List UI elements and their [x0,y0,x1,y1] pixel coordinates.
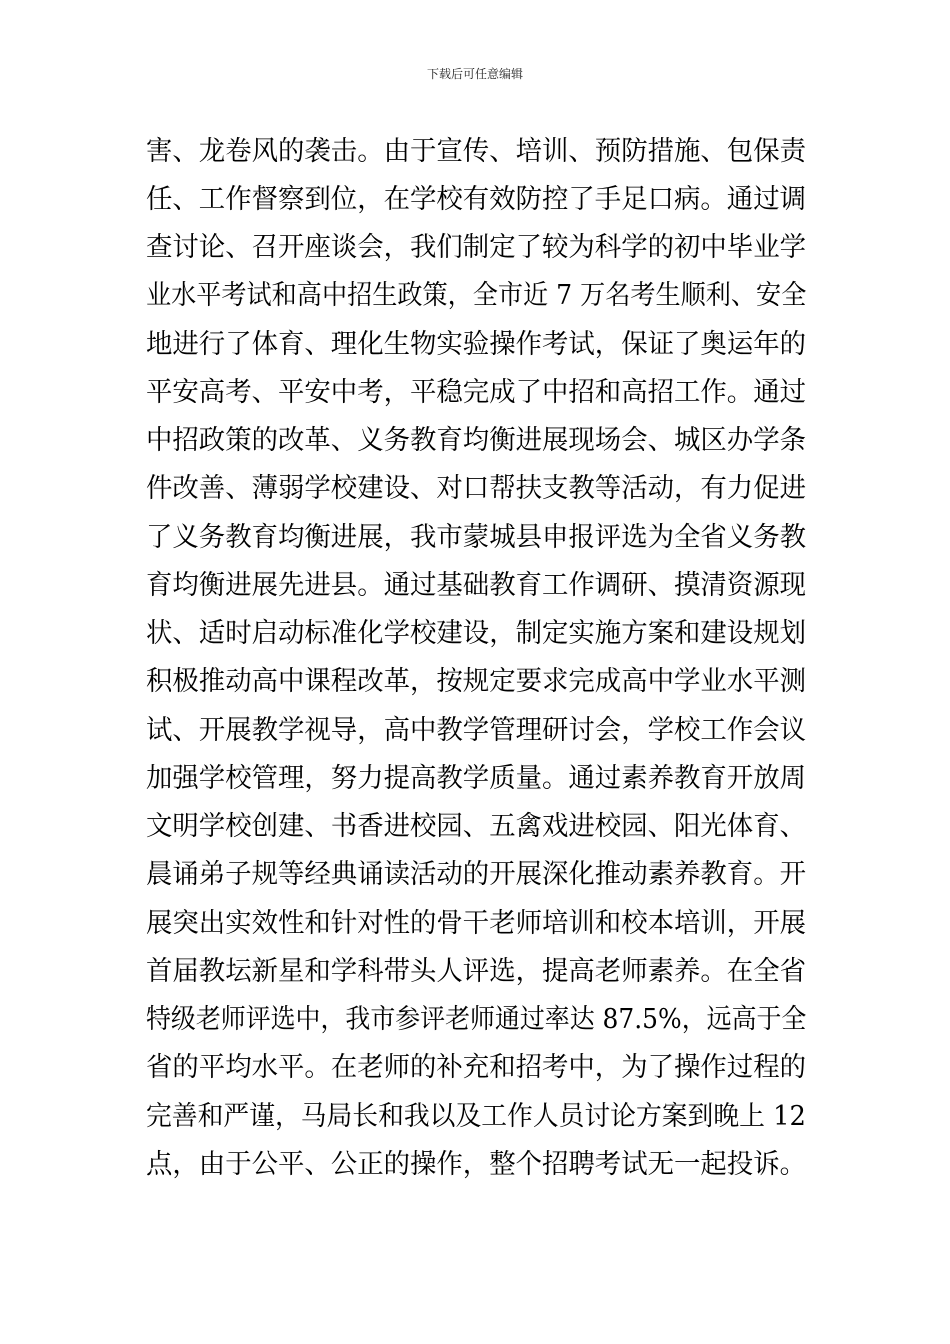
text-line: 加强学校管理，努力提高教学质量。通过素养教育开放周 [146,763,807,794]
text-line: 试、开展教学视导，高中教学管理研讨会，学校工作会议 [146,715,807,746]
text-line: 地进行了体育、理化生物实验操作考试，保证了奥运年的 [146,329,807,360]
text-line: 积极推动高中课程改革，按规定要求完成高中学业水平测 [146,666,807,697]
page-header: 下载后可任意编辑 [426,67,523,81]
text-line: 点，由于公平、公正的操作，整个招聘考试无一起投诉。 [146,1149,807,1180]
text-line: 首届教坛新星和学科带头人评选，提高老师素养。在全省 [146,956,807,987]
text-line: 完善和严谨，马局长和我以及工作人员讨论方案到晚上 12 [146,1101,806,1132]
text-line: 中招政策的改革、义务教育均衡进展现场会、城区办学条 [146,425,807,456]
text-line: 业水平考试和高中招生政策，全市近 7 万名考生顺利、安全 [146,280,807,311]
text-line: 文明学校创建、书香进校园、五禽戏进校园、阳光体育、 [146,811,807,842]
text-line: 省的平均水平。在老师的补充和招考中，为了操作过程的 [146,1052,807,1083]
text-line: 害、龙卷风的袭击。由于宣传、培训、预防措施、包保责 [146,136,807,167]
text-line: 特级老师评选中，我市参评老师通过率达 87.5%，远高于全 [146,1004,807,1035]
text-line: 查讨论、召开座谈会，我们制定了较为科学的初中毕业学 [146,232,807,263]
text-line: 晨诵弟子规等经典诵读活动的开展深化推动素养教育。开 [146,859,807,890]
text-line: 状、适时启动标准化学校建设，制定实施方案和建设规划 [146,618,807,649]
text-line: 了义务教育均衡进展，我市蒙城县申报评选为全省义务教 [146,522,807,553]
text-line: 育均衡进展先进县。通过基础教育工作调研、摸清资源现 [146,570,807,601]
text-line: 展突出实效性和针对性的骨干老师培训和校本培训，开展 [146,908,807,939]
text-line: 任、工作督察到位，在学校有效防控了手足口病。通过调 [146,184,807,215]
text-line: 件改善、薄弱学校建设、对口帮扶支教等活动，有力促进 [146,473,807,504]
text-line: 平安高考、平安中考，平稳完成了中招和高招工作。通过 [146,377,807,408]
